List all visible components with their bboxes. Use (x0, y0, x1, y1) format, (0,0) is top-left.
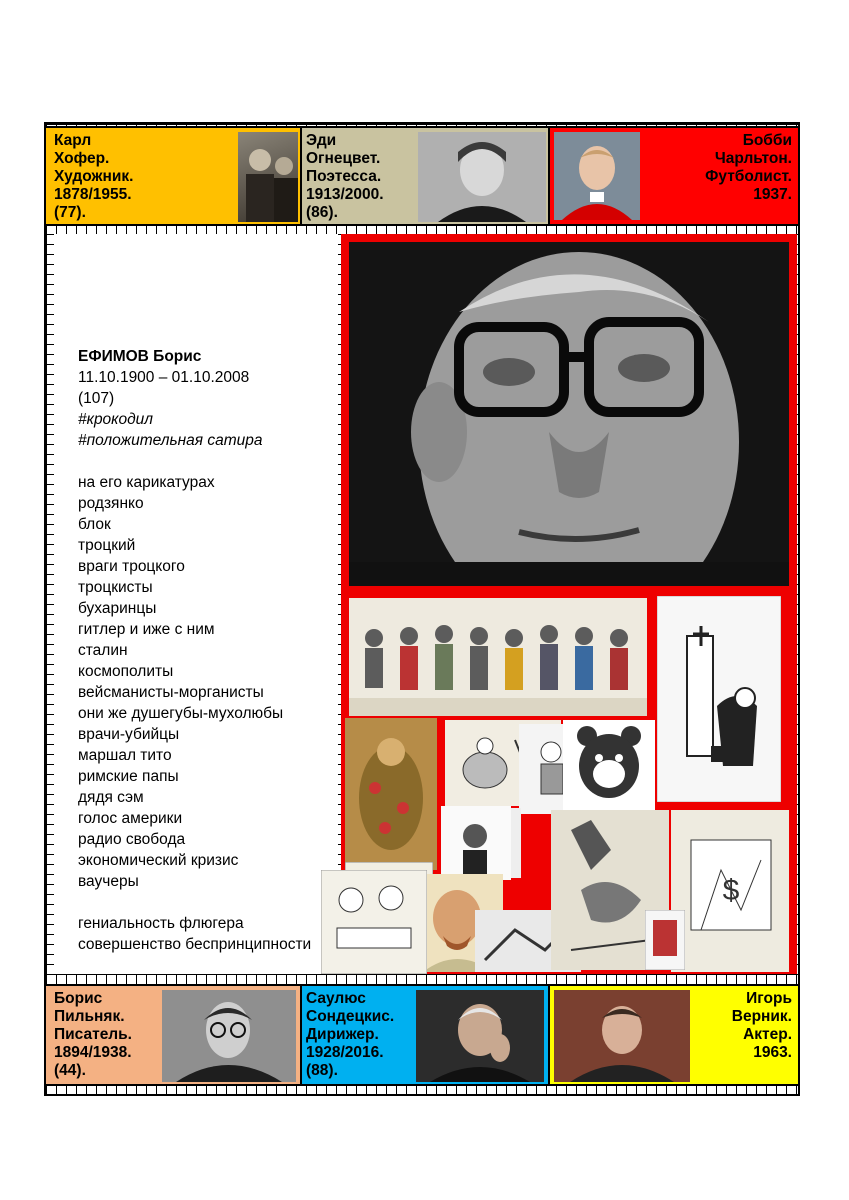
hashtag: #положительная сатира (78, 432, 263, 449)
age: (107) (78, 390, 115, 407)
subject-line: троцкисты (78, 579, 153, 596)
cartoon-icon (671, 810, 789, 972)
cartoon-icon (349, 598, 647, 716)
subject-line: сталин (78, 642, 128, 659)
subject-line: бухаринцы (78, 600, 157, 617)
subject-line: блок (78, 516, 111, 533)
portrait-icon (416, 990, 544, 1082)
portrait-icon (418, 132, 546, 222)
subject-line: врачи-убийцы (78, 726, 180, 743)
subject-line: космополиты (78, 663, 174, 680)
cartoon-icon (645, 910, 685, 970)
top-card-ognetsvet (300, 126, 550, 226)
bottom-card-pilnyak (44, 984, 302, 1086)
subject-line: на его карикатурах (78, 474, 215, 491)
card-text: Борис Пильняк. Писатель. 1894/1938. (44). (54, 990, 132, 1079)
subject-line: радио свобода (78, 831, 186, 848)
photo-collage (341, 234, 797, 974)
subject-line: родзянко (78, 495, 144, 512)
subject-line: маршал тито (78, 747, 172, 764)
closing-line: совершенство беспринципности (78, 936, 312, 953)
subject-line: экономический кризис (78, 852, 239, 869)
elderly-man-portrait-icon (349, 242, 789, 586)
cartoon-icon (657, 596, 781, 802)
card-text: Бобби Чарльтон. Футболист. 1937. (705, 132, 792, 203)
top-card-charlton (548, 126, 800, 226)
bottom-card-sondeckis (300, 984, 550, 1086)
cartoon-icon (321, 870, 427, 974)
biography-text (78, 346, 311, 955)
subject-line: дядя сэм (78, 789, 144, 806)
subject-line: троцкий (78, 537, 136, 554)
subject-line: враги троцкого (78, 558, 185, 575)
life-dates: 11.10.1900 – 01.10.2008 (78, 369, 250, 386)
cartoon-icon (563, 720, 655, 812)
hashtag: #крокодил (78, 411, 154, 428)
top-card-hofer (44, 126, 302, 226)
cartoon-icon (441, 806, 511, 880)
subject-line: римские папы (78, 768, 179, 785)
subject-line: они же душегубы-мухолюбы (78, 705, 284, 722)
card-text: Саулюс Сондецкис. Дирижер. 1928/2016. (88). (306, 990, 395, 1079)
card-text: Эди Огнецвет. Поэтесса. 1913/2000. (86). (306, 132, 384, 221)
card-text: Игорь Верник. Актер. 1963. (731, 990, 792, 1061)
subject-line: гитлер и иже с ним (78, 621, 215, 638)
person-name: ЕФИМОВ Борис (78, 348, 202, 365)
portrait-icon (238, 132, 298, 222)
subject-line: вейсманисты-морганисты (78, 684, 264, 701)
svg-text:$: $ (722, 874, 740, 907)
portrait-icon (162, 990, 296, 1082)
closing-line: гениальность флюгера (78, 915, 244, 932)
portrait-icon (554, 132, 640, 220)
subject-line: голос америки (78, 810, 183, 827)
card-text: Карл Хофер. Художник. 1878/1955. (77). (54, 132, 134, 221)
subject-line: ваучеры (78, 873, 139, 890)
portrait-icon (554, 990, 690, 1082)
bottom-card-vernik (548, 984, 800, 1086)
cartoon-icon (345, 718, 437, 870)
